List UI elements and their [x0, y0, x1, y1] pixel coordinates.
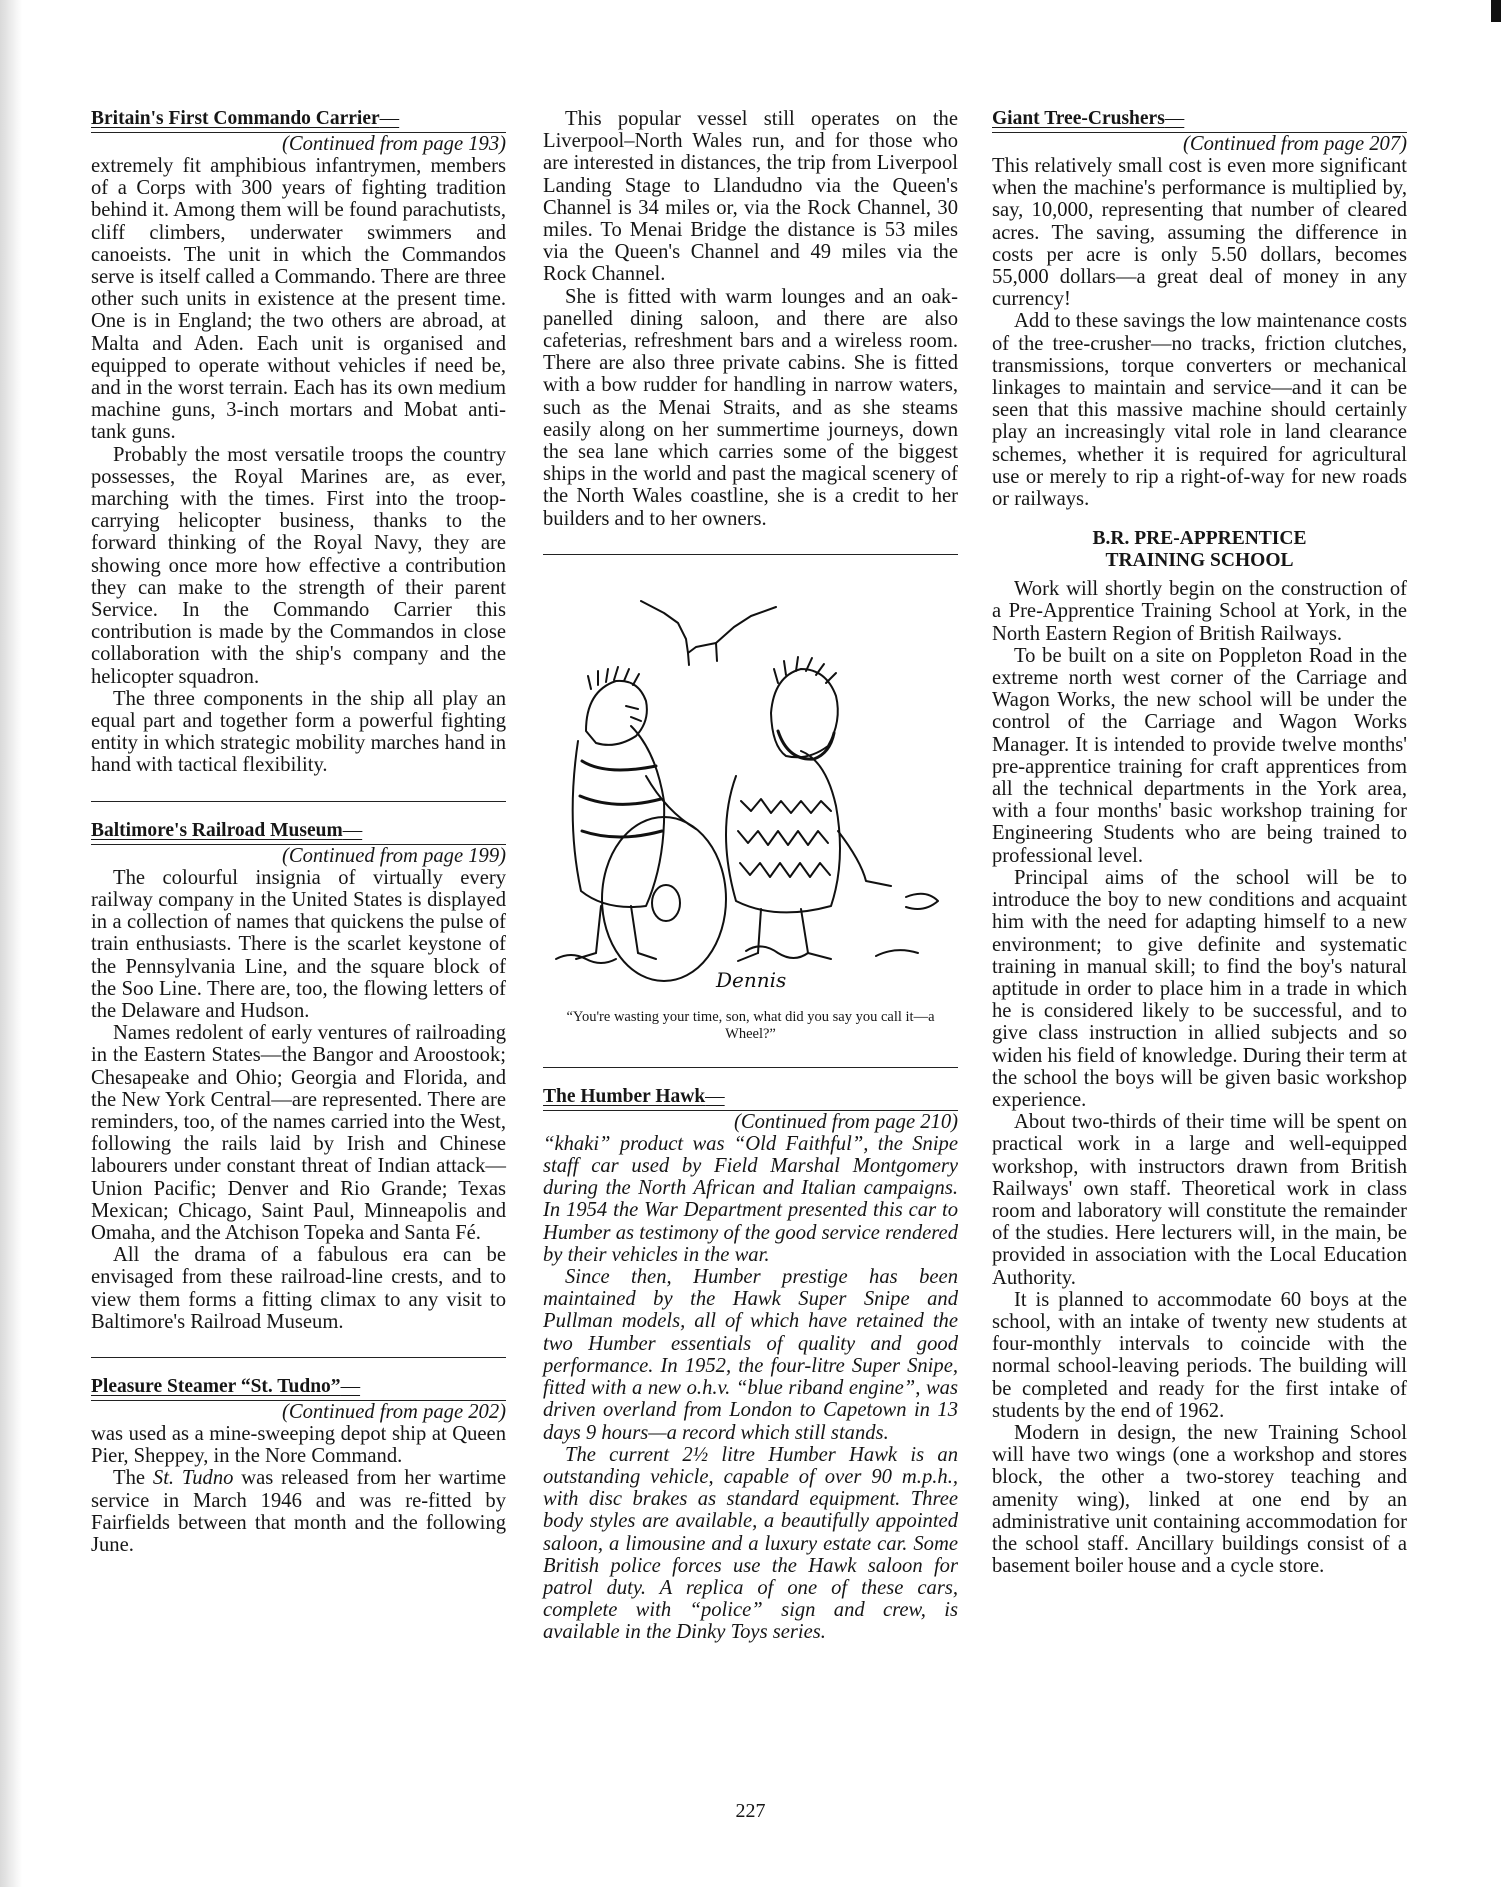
article-commando-carrier	[91, 108, 506, 777]
paragraph: was used as a mine-sweeping depot ship at Queen Pier, Sheppey, in the Nore Command.	[91, 1422, 506, 1468]
section-divider	[543, 1067, 958, 1068]
cartoon-signature: Dennis	[715, 967, 786, 992]
article-title: The Humber Hawk—	[543, 1085, 725, 1107]
paragraph: The current 2½ litre Humber Hawk is an outstanding vehicle, capable of over 90 m.p.h., with disc brakes as standard equipment. Three body styles are available, a beautifully appointed saloon, a limousine and a luxury estate car. Some British police forces use the Hawk saloon for patrol duty. A replica of one of these cars, complete with “police” sign and crew, is available in the Dinky Toys series.	[543, 1443, 958, 1644]
page-number: 227	[735, 1800, 766, 1822]
article-tree-crushers	[992, 108, 1407, 510]
continued-note: (Continued from page 199)	[91, 844, 506, 867]
article-title: Baltimore's Railroad Museum—	[91, 819, 363, 841]
section-divider	[91, 801, 506, 802]
paragraph: Probably the most versatile troops the country possesses, the Royal Marines are, as ever, marching with the times. First into the troop-carrying helicopter business, thanks to the forward thinking of the Royal Navy, they are showing once more how effective a contribution they can make to the strength of their parent Service. In the Commando Carrier this contribution is made by the Commandos in close collaboration with the ship's company and the helicopter squadron.	[91, 443, 506, 688]
section-divider	[91, 1357, 506, 1358]
paragraph: This popular vessel still operates on the Liverpool–North Wales run, and for those who are interested in distances, the trip from Liverpool Landing Stage to Llandudno via the Queen's Channel is 34 miles or, via the Rock Channel, 30 miles. To Menai Bridge the distance is 53 miles via the Queen's Channel and 49 miles via the Rock Channel.	[543, 108, 958, 286]
continued-note: (Continued from page 207)	[992, 132, 1407, 155]
article-title: Pleasure Steamer “St. Tudno”—	[91, 1375, 361, 1397]
paragraph: This relatively small cost is even more significant when the machine's performance is multiplied by, say, 10,000, representing that number of cleared acres. The saving, assuming the difference in costs per acre is only 5.50 dollars, becomes 55,000 dollars—a great deal of money in any currency!	[992, 155, 1407, 311]
paragraph: She is fitted with warm lounges and an oak-panelled dining saloon, and there are also cafeterias, refreshment bars and a wireless room. There are also three private cabins. She is fitted with a bow rudder for handling in narrow waters, such as the Menai Straits, and as she steams easily along on her summertime journeys, down the sea lane which carries some of the biggest ships in the world and past the magical scenery of the North Wales coastline, she is a credit to her builders and to her owners.	[543, 285, 958, 530]
column-right	[992, 108, 1407, 1577]
article-heading: B.R. PRE-APPRENTICE TRAINING SCHOOL	[1092, 528, 1307, 572]
page-edge-shadow	[0, 0, 22, 1887]
article-title: Giant Tree-Crushers—	[992, 108, 1185, 129]
corner-mark	[1491, 0, 1501, 22]
paragraph: Principal aims of the school will be to introduce the boy to new conditions and acquaint him with the need for adapting himself to a new environment; to give definite and systematic training in manual skill; to find the boy's natural aptitude in order to place him in a trade in which he is considered likely to be successful, and to give class instruction in allied subjects and so widen his field of knowledge. During their term at the school the boys will be given basic workshop experience.	[992, 866, 1407, 1111]
article-st-tudno	[91, 1376, 506, 1556]
paragraph: The St. Tudno was released from her wartime service in March 1946 and was re-fitted by Fairfields between that month and the following June.	[91, 1467, 506, 1556]
paragraph: All the drama of a fabulous era can be envisaged from these railroad-line crests, and to view them forms a fitting climax to any visit to Baltimore's Railroad Museum.	[91, 1244, 506, 1333]
paragraph: extremely fit amphibious infantrymen, members of a Corps with 300 years of fighting tradition behind it. Among them will be found parachutists, cliff climbers, underwater swimmers and canoeists. The unit in which the Commandos serve is itself called a Commando. There are three other such units in existence at the present time. One is in England; the two others are abroad, at Malta and Aden. Each unit is organised and equipped to operate without vehicles if need be, and in the worst terrain. Each has its own medium machine guns, 3-inch mortars and Mobat anti-tank guns.	[91, 155, 506, 444]
paragraph: Since then, Humber prestige has been maintained by the Hawk Super Snipe and Pullman models, all of which have retained the two Humber essentials of quality and good performance. In 1952, the four-litre Super Snipe, fitted with a new o.h.v. “blue riband engine”, was driven overland from London to Capetown in 13 days 9 hours—a record which still stands.	[543, 1266, 958, 1444]
paragraph: Names redolent of early ventures of railroading in the Eastern States—the Bangor and Aroostook; Chesapeake and Ohio; Georgia and Florida, and the New York Central—are represented. There are reminders, too, of the names carried into the West, following the rails laid by Irish and Chinese labourers under constant threat of Indian attack—Union Pacific; Denver and Rio Grande; Texas Mexican; Chicago, Saint Paul, Minneapolis and Omaha, and the Atchison Topeka and Santa Fé.	[91, 1022, 506, 1244]
paragraph: The three components in the ship all play an equal part and together form a powerful fighting entity in which strategic mobility marches hand in hand with tactical flexibility.	[91, 687, 506, 777]
paragraph: Work will shortly begin on the construction of a Pre-Apprentice Training School at York, in the North Eastern Region of British Railways.	[992, 578, 1407, 645]
paragraph: “khaki” product was “Old Faithful”, the Snipe staff car used by Field Marshal Montgomery during the North African and Italian campaigns. In 1954 the War Department presented this car to Humber as testimony of the good service rendered by their vehicles in the war.	[543, 1132, 958, 1266]
paragraph: Modern in design, the new Training School will have two wings (one a workshop and stores block, the other a two-storey teaching and amenity wing), linked at one end by an administrative unit containing accommodation for the school staff. Ancillary buildings consist of a basement boiler house and a cycle store.	[992, 1421, 1407, 1578]
continued-note: (Continued from page 193)	[91, 132, 506, 155]
cartoon	[543, 554, 958, 1043]
paragraph: The colourful insignia of virtually every railway company in the United States is displayed in a collection of names that quickens the pulse of train enthusiasts. There is the scarlet keystone of the Pennsylvania Line, and the square block of the Soo Line. There are, too, the flowing letters of the Delaware and Hudson.	[91, 866, 506, 1022]
continued-note: (Continued from page 202)	[91, 1400, 506, 1423]
column-left	[91, 108, 506, 1556]
article-railroad-museum	[91, 820, 506, 1333]
article-humber-hawk	[543, 1086, 958, 1644]
column-middle	[543, 108, 958, 1644]
continued-note: (Continued from page 210)	[543, 1110, 958, 1133]
paragraph: To be built on a site on Poppleton Road in the extreme north west corner of the Carriage and Wagon Works, the new school will be under the control of the Carriage and Wagon Works Manager. It is intended to provide twelve months' pre-apprentice training for craft apprentices from all the technical departments in the York area, with a four months' basic workshop training for Engineering Students who are being trained to professional level.	[992, 644, 1407, 867]
paragraph: It is planned to accommodate 60 boys at the school, with an intake of twenty new students at four-monthly intervals to coincide with the normal school-leaving periods. The building will be completed and ready for the first intake of students by the end of 1962.	[992, 1288, 1407, 1422]
cartoon-illustration	[546, 561, 956, 1001]
paragraph: Add to these savings the low maintenance costs of the tree-crusher—no tracks, friction clutches, transmissions, torque converters or mechanical linkages to maintain and service—and it can be seen that this massive machine should certainly play an increasingly vital role in land clearance schemes, whether it is required for agricultural use or merely to rip a right-of-way for new roads or railways.	[992, 310, 1407, 511]
cartoon-caption: “You're wasting your time, son, what did you say you call it—a Wheel?”	[566, 1008, 935, 1042]
article-title: Britain's First Commando Carrier—	[91, 108, 400, 129]
paragraph: About two-thirds of their time will be spent on practical work in a large and well-equipped workshop, with instructors drawn from British Railways' own staff. Theoretical work in class room and laboratory will constitute the remainder of the studies. Here lecturers will, in the main, be provided in association with the Local Education Authority.	[992, 1111, 1407, 1289]
article-training-school	[992, 528, 1407, 1577]
